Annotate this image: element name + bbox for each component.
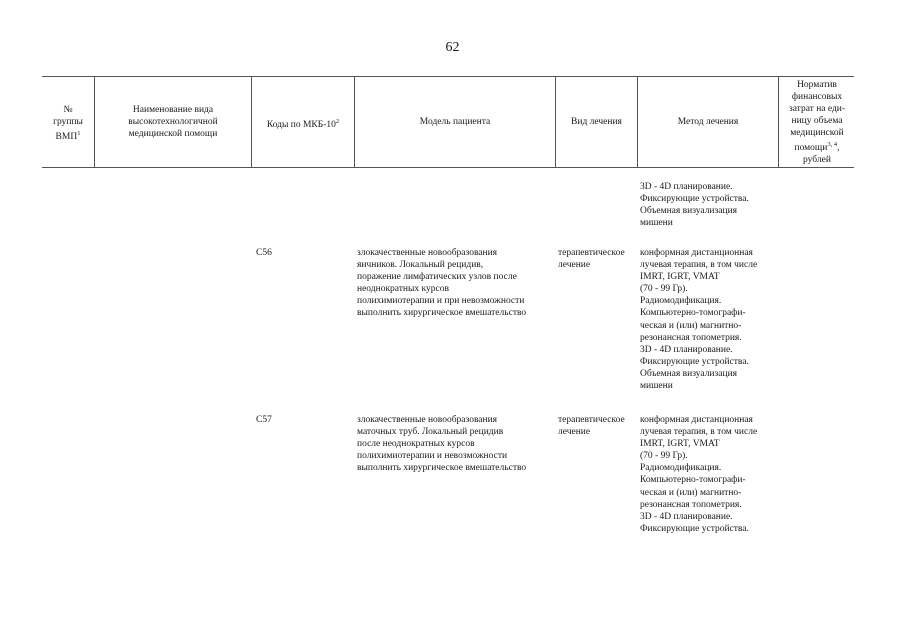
header-top-rule [42, 76, 854, 77]
header-bottom-rule [42, 167, 854, 168]
page-number: 62 [445, 40, 460, 55]
method-cell: конформная дистанционная лучевая терапия, в том числе IMRT, IGRT, VMAT (70 - 99 Гр). Радиомодификация. Компьютерно-томографи- ческая и (или) магнитно- резонансная топометрия. 3D - 4D планирование. Фиксирующие устройства. Объемная визуализация мишени [640, 248, 758, 392]
patient-model-cell: злокачественные новообразования яичников. Локальный рецидив, поражение лимфатических узлов после неоднократных курсов полихимиотерапии и при невозможности выполнить хирургическое вмешательство [357, 248, 527, 319]
header-group-number: № группы ВМП$^1$ [53, 105, 83, 143]
header-treatment-method: Метод лечения [677, 117, 739, 127]
method-cell-continued: 3D - 4D планирование. Фиксирующие устройства. Объемная визуализация мишени [640, 182, 749, 229]
treatment-type-cell: терапевтическое лечение [558, 248, 625, 271]
header-care-type: Наименование вида высокотехнологичной медицинской помощи [128, 105, 218, 139]
treatment-type-cell: терапевтическое лечение [558, 415, 625, 438]
header-treatment-type: Вид лечения [571, 117, 622, 127]
patient-model-cell: злокачественные новообразования маточных труб. Локальный рецидив после неоднократных курсов полихимиотерапии и невозможности выполнить хирургическое вмешательство [357, 415, 527, 474]
header-cost-standard: Норматив финансовых затрат на еди- ницу объема медицинской помощи$^{3, 4}$, рублей [788, 80, 846, 166]
icd-code-cell: C56 [256, 248, 272, 258]
header-patient-model: Модель пациента [419, 117, 491, 127]
method-cell: конформная дистанционная лучевая терапия, в том числе IMRT, IGRT, VMAT (70 - 99 Гр). Радиомодификация. Компьютерно-томографи- ческая и (или) магнитно- резонансная топометрия. 3D - 4D планирование. Фиксирующие устройства. [640, 415, 758, 534]
header-icd-codes: Коды по МКБ-$10^2$ [266, 118, 340, 131]
icd-code-cell: C57 [256, 415, 272, 425]
